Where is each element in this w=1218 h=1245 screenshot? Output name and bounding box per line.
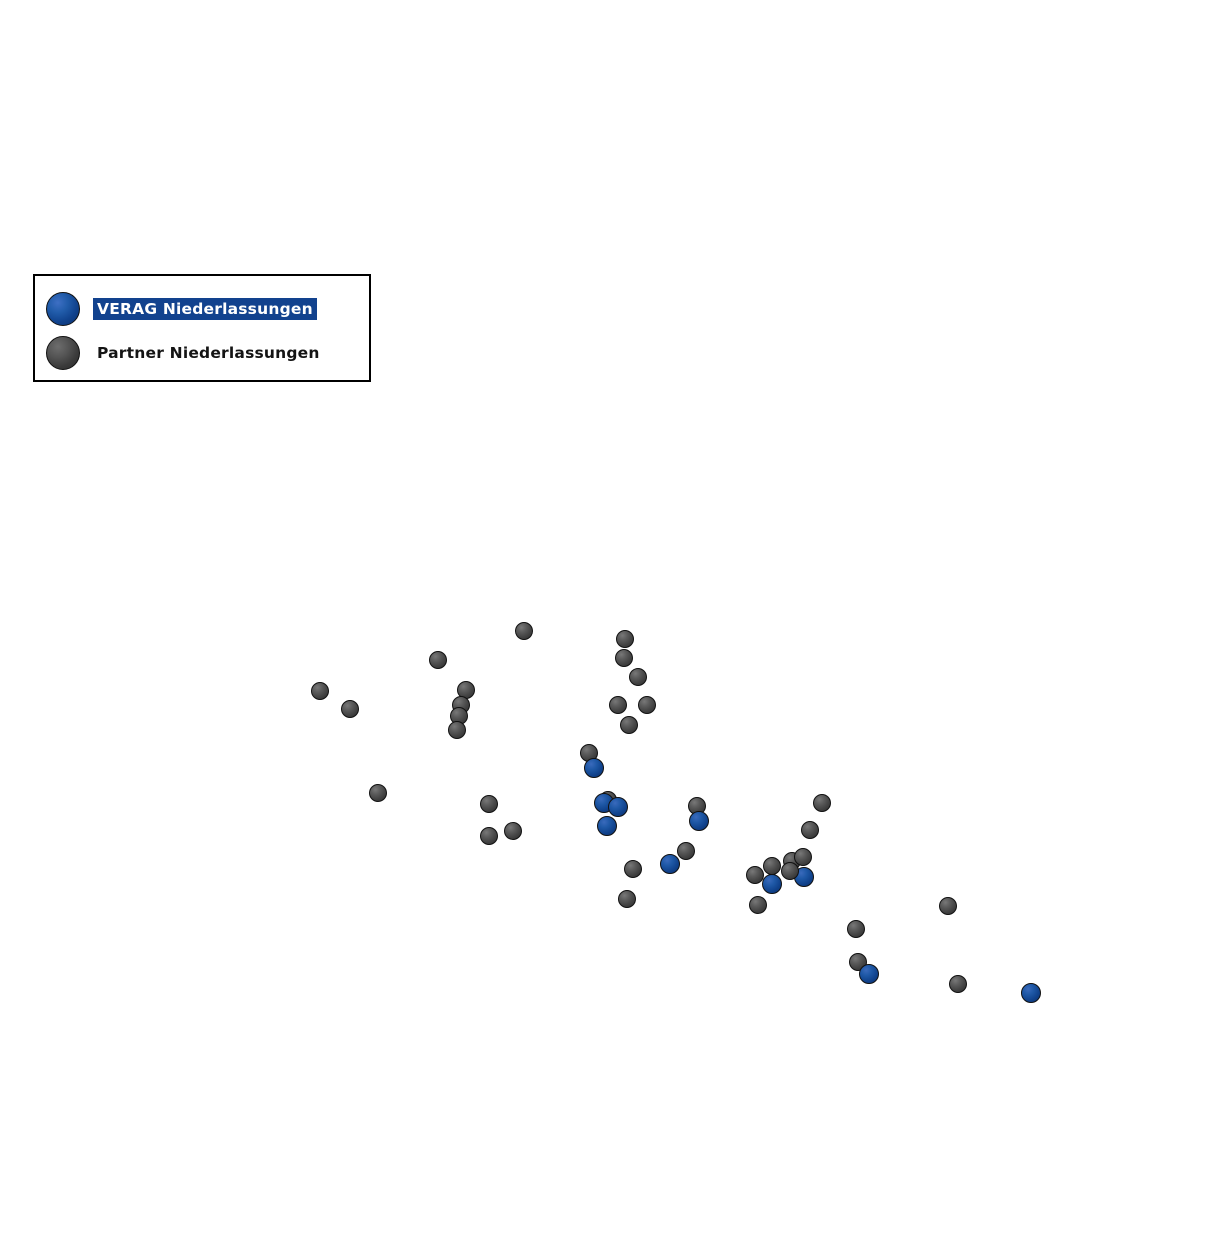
legend-label-partner: Partner Niederlassungen (97, 344, 320, 362)
partner-location-22[interactable] (813, 794, 831, 812)
partner-location-3[interactable] (615, 649, 633, 667)
verag-marker-icon (46, 292, 80, 326)
legend-label-verag: VERAG Niederlassungen (93, 298, 317, 320)
verag-location-9[interactable] (859, 964, 879, 984)
partner-location-1[interactable] (515, 622, 533, 640)
verag-location-4[interactable] (597, 816, 617, 836)
partner-marker-icon (46, 336, 80, 370)
partner-location-17[interactable] (480, 795, 498, 813)
legend-item-verag[interactable] (46, 292, 317, 326)
partner-location-33[interactable] (847, 920, 865, 938)
partner-location-5[interactable] (429, 651, 447, 669)
verag-location-5[interactable] (689, 811, 709, 831)
verag-location-6[interactable] (660, 854, 680, 874)
partner-location-4[interactable] (629, 668, 647, 686)
partner-location-11[interactable] (448, 721, 466, 739)
partner-location-28[interactable] (763, 857, 781, 875)
partner-location-36[interactable] (949, 975, 967, 993)
partner-location-25[interactable] (624, 860, 642, 878)
partner-location-34[interactable] (939, 897, 957, 915)
verag-location-1[interactable] (584, 758, 604, 778)
partner-location-31[interactable] (781, 862, 799, 880)
partner-location-26[interactable] (618, 890, 636, 908)
partner-location-32[interactable] (749, 896, 767, 914)
verag-location-3[interactable] (608, 797, 628, 817)
map-legend (33, 274, 371, 382)
verag-location-7[interactable] (762, 874, 782, 894)
partner-location-23[interactable] (801, 821, 819, 839)
partner-location-19[interactable] (504, 822, 522, 840)
partner-location-30[interactable] (794, 848, 812, 866)
partner-location-13[interactable] (638, 696, 656, 714)
partner-location-24[interactable] (677, 842, 695, 860)
partner-location-7[interactable] (311, 682, 329, 700)
partner-location-2[interactable] (616, 630, 634, 648)
legend-item-partner[interactable] (46, 336, 324, 370)
partner-location-16[interactable] (369, 784, 387, 802)
verag-location-10[interactable] (1021, 983, 1041, 1003)
partner-location-14[interactable] (620, 716, 638, 734)
partner-location-12[interactable] (609, 696, 627, 714)
partner-location-8[interactable] (341, 700, 359, 718)
partner-location-18[interactable] (480, 827, 498, 845)
